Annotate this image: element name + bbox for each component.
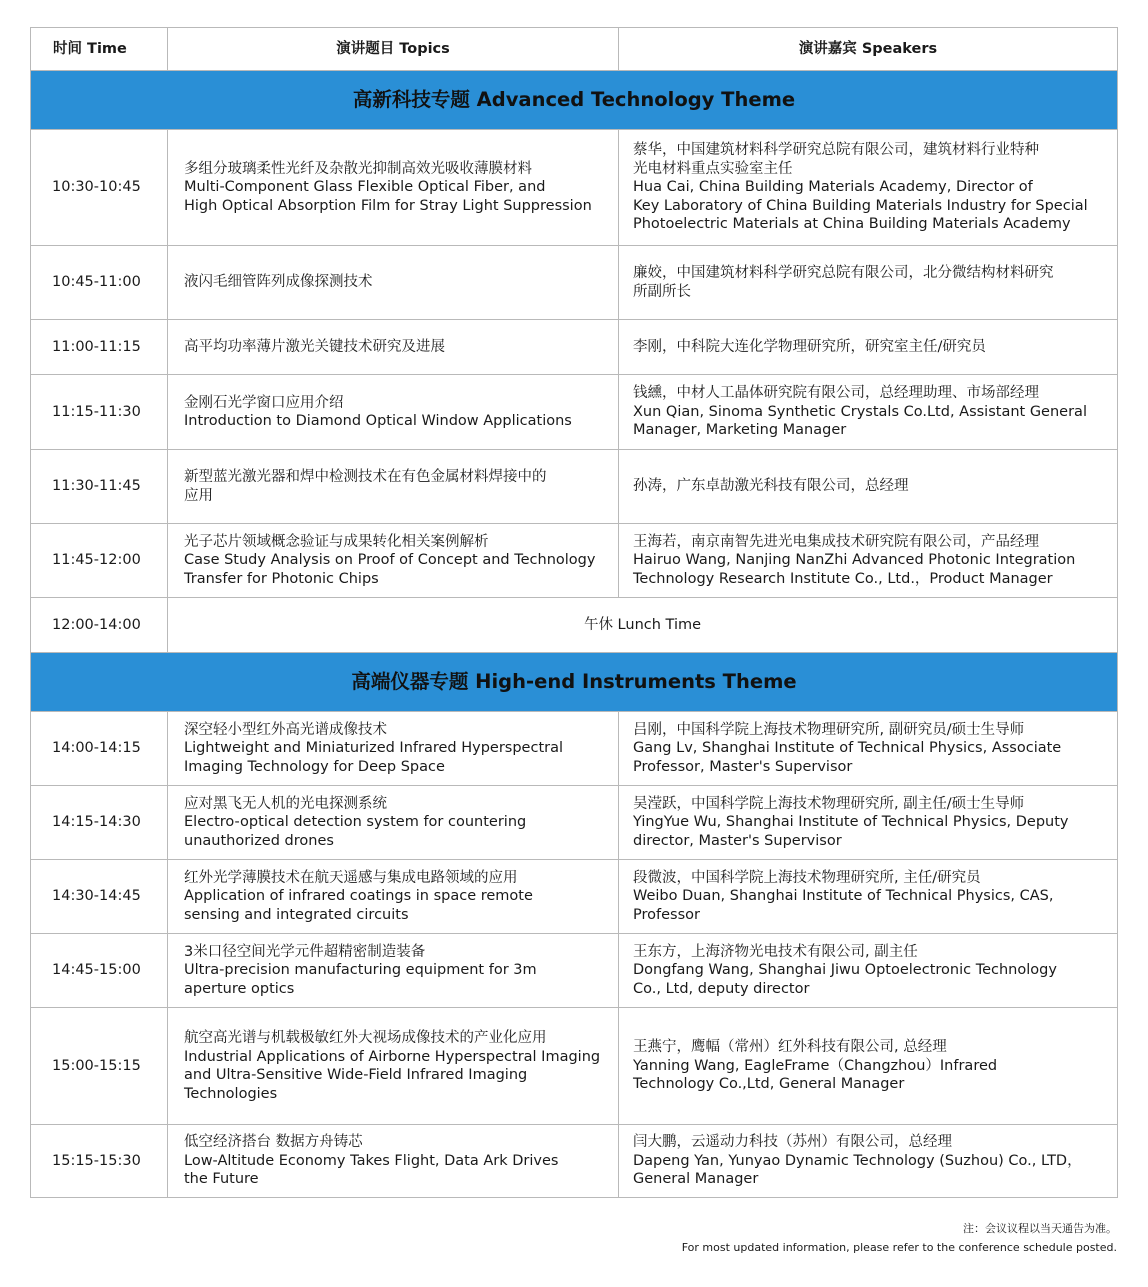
lunch-row xyxy=(31,598,1118,653)
session-time: 11:30-11:45 xyxy=(31,450,168,524)
session-speaker: 李刚，中科院大连化学物理研究所，研究室主任/研究员 xyxy=(619,320,1118,375)
theme-row-high-end-instruments xyxy=(31,653,1118,712)
lunch-time: 12:00-14:00 xyxy=(31,598,168,653)
session-row xyxy=(31,320,1118,375)
session-speaker: 闫大鹏，云遥动力科技（苏州）有限公司，总经理 Dapeng Yan, Yunyao Dynamic Technology (Suzhou) Co., LTD， General Manager xyxy=(619,1125,1118,1198)
session-topic: 液闪毛细管阵列成像探测技术 xyxy=(168,246,619,320)
theme-title: 高端仪器专题 High-end Instruments Theme xyxy=(31,653,1118,712)
session-topic: 低空经济搭台 数据方舟铸芯 Low-Altitude Economy Takes Flight, Data Ark Drives the Future xyxy=(168,1125,619,1198)
session-speaker: 王海若，南京南智先进光电集成技术研究院有限公司，产品经理 Hairuo Wang, Nanjing NanZhi Advanced Photonic Integration Technology Research Institute Co., Ltd.，Product Manager xyxy=(619,524,1118,598)
session-row xyxy=(31,524,1118,598)
session-row xyxy=(31,860,1118,934)
session-topic: 多组分玻璃柔性光纤及杂散光抑制高效光吸收薄膜材料 Multi-Component Glass Flexible Optical Fiber, and High Optical Absorption Film for Stray Light Suppression xyxy=(168,130,619,246)
session-topic: 航空高光谱与机载极敏红外大视场成像技术的产业化应用 Industrial Applications of Airborne Hyperspectral Imaging and Ultra-Sensitive Wide-Field Infrared Imaging Technologies xyxy=(168,1008,619,1125)
session-topic: 高平均功率薄片激光关键技术研究及进展 xyxy=(168,320,619,375)
session-time: 14:00-14:15 xyxy=(31,712,168,786)
session-speaker: 王东方，上海济物光电技术有限公司, 副主任 Dongfang Wang, Shanghai Jiwu Optoelectronic Technology Co., Ltd, deputy director xyxy=(619,934,1118,1008)
session-time: 11:15-11:30 xyxy=(31,375,168,450)
session-row xyxy=(31,1125,1118,1198)
session-row xyxy=(31,130,1118,246)
speakers-column-header: 演讲嘉宾 Speakers xyxy=(619,28,1118,71)
session-row xyxy=(31,934,1118,1008)
session-topic: 金刚石光学窗口应用介绍 Introduction to Diamond Optical Window Applications xyxy=(168,375,619,450)
session-speaker: 吕刚，中国科学院上海技术物理研究所, 副研究员/硕士生导师 Gang Lv, Shanghai Institute of Technical Physics, Associate Professor, Master's Supervisor xyxy=(619,712,1118,786)
session-topic: 红外光学薄膜技术在航天遥感与集成电路领域的应用 Application of infrared coatings in space remote sensing and integrated circuits xyxy=(168,860,619,934)
session-time: 14:15-14:30 xyxy=(31,786,168,860)
session-time: 14:30-14:45 xyxy=(31,860,168,934)
session-time: 11:00-11:15 xyxy=(31,320,168,375)
session-speaker: 钱纁，中材人工晶体研究院有限公司，总经理助理、市场部经理 Xun Qian, Sinoma Synthetic Crystals Co.Ltd, Assistant General Manager, Marketing Manager xyxy=(619,375,1118,450)
lunch-label: 午休 Lunch Time xyxy=(168,598,1118,653)
session-row xyxy=(31,375,1118,450)
session-speaker: 王燕宁，鹰幅（常州）红外科技有限公司, 总经理 Yanning Wang, EagleFrame（Changzhou）Infrared Technology Co.,Ltd, General Manager xyxy=(619,1008,1118,1125)
topics-column-header: 演讲题目 Topics xyxy=(168,28,619,71)
session-topic: 新型蓝光激光器和焊中检测技术在有色金属材料焊接中的 应用 xyxy=(168,450,619,524)
session-topic: 应对黑飞无人机的光电探测系统 Electro-optical detection system for countering unauthorized drones xyxy=(168,786,619,860)
session-time: 10:30-10:45 xyxy=(31,130,168,246)
header-row xyxy=(31,28,1118,71)
session-topic: 光子芯片领域概念验证与成果转化相关案例解析 Case Study Analysis on Proof of Concept and Technology Transfer for Photonic Chips xyxy=(168,524,619,598)
session-row xyxy=(31,246,1118,320)
theme-title: 高新科技专题 Advanced Technology Theme xyxy=(31,71,1118,130)
session-row xyxy=(31,786,1118,860)
session-speaker: 孙涛，广东卓劼激光科技有限公司，总经理 xyxy=(619,450,1118,524)
session-speaker: 吴滢跃，中国科学院上海技术物理研究所, 副主任/硕士生导师 YingYue Wu, Shanghai Institute of Technical Physics, Deputy director, Master's Supervisor xyxy=(619,786,1118,860)
session-row xyxy=(31,1008,1118,1125)
session-row xyxy=(31,450,1118,524)
session-row xyxy=(31,712,1118,786)
session-speaker: 廉姣，中国建筑材料科学研究总院有限公司，北分微结构材料研究 所副所长 xyxy=(619,246,1118,320)
theme-row-advanced-technology xyxy=(31,71,1118,130)
time-column-header: 时间 Time xyxy=(31,28,168,71)
session-time: 15:00-15:15 xyxy=(31,1008,168,1125)
session-speaker: 段微波，中国科学院上海技术物理研究所, 主任/研究员 Weibo Duan, Shanghai Institute of Technical Physics, CAS, Professor xyxy=(619,860,1118,934)
footnote-chinese: 注：会议议程以当天通告为准。 xyxy=(963,1222,1117,1235)
session-time: 10:45-11:00 xyxy=(31,246,168,320)
session-time: 14:45-15:00 xyxy=(31,934,168,1008)
session-topic: 3米口径空间光学元件超精密制造装备 Ultra-precision manufacturing equipment for 3m aperture optics xyxy=(168,934,619,1008)
session-time: 15:15-15:30 xyxy=(31,1125,168,1198)
footnote-english: For most updated information, please refer to the conference schedule posted. xyxy=(681,1241,1117,1254)
session-speaker: 蔡华，中国建筑材料科学研究总院有限公司，建筑材料行业特种 光电材料重点实验室主任 Hua Cai, China Building Materials Academy, Director of Key Laboratory of China Building Materials Industry for Special Photoelectric Materials at China Building Materials Academy xyxy=(619,130,1118,246)
session-topic: 深空轻小型红外高光谱成像技术 Lightweight and Miniaturized Infrared Hyperspectral Imaging Technology for Deep Space xyxy=(168,712,619,786)
agenda-table xyxy=(30,27,1118,1198)
session-time: 11:45-12:00 xyxy=(31,524,168,598)
